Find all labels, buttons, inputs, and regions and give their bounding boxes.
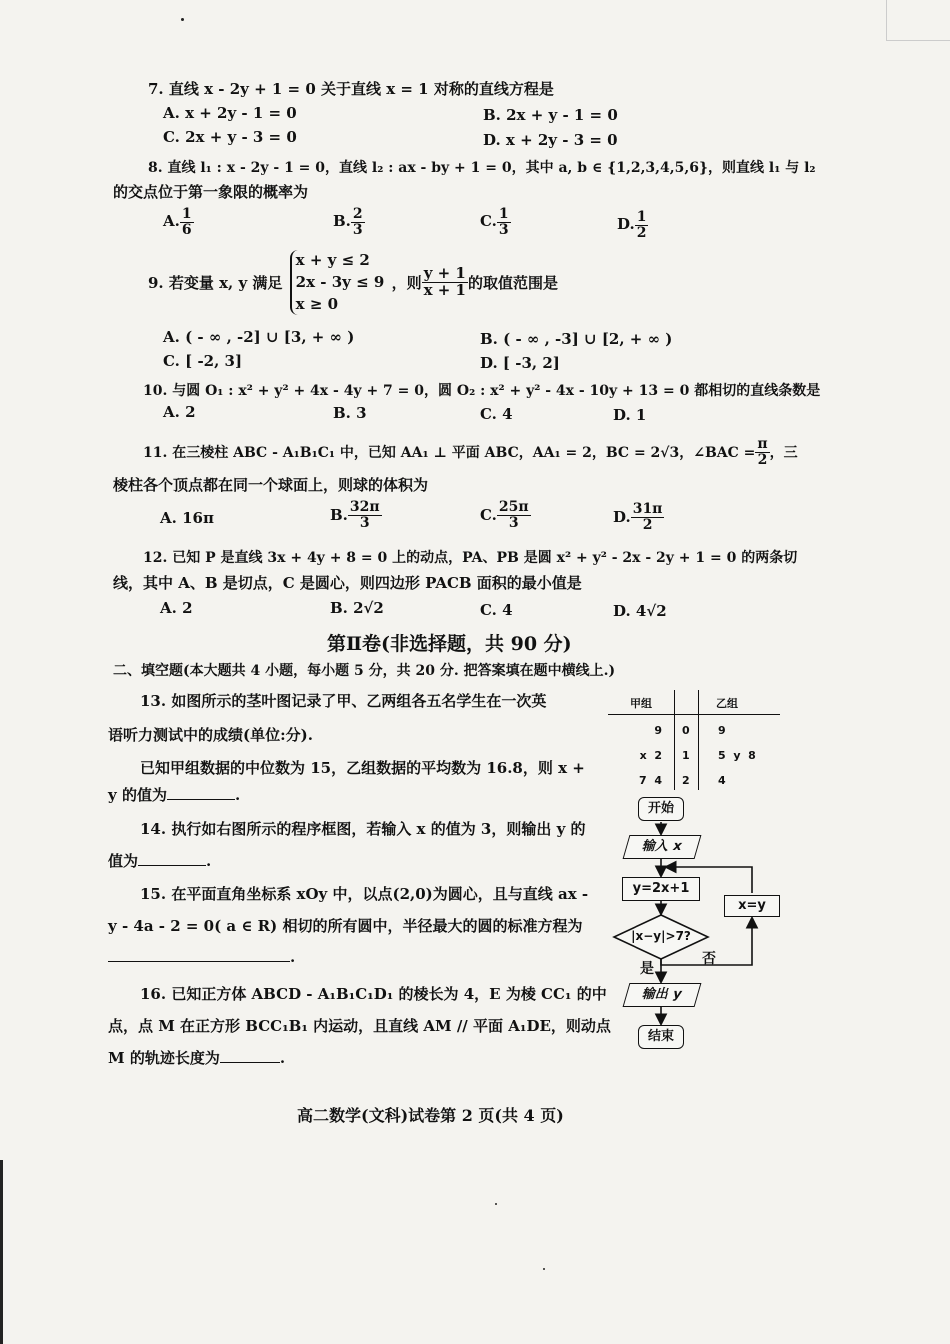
stem-leaf-right-head: 乙组 [716,697,738,710]
stem-leaf-row-0-left: 9 [654,724,662,737]
q8-option-c: C. $\frac{1}{3}$ [480,206,509,238]
section2-title: 第Ⅱ卷(非选择题，共 90 分) [327,633,572,655]
scan-speck [495,1203,497,1205]
q10-option-d: D. 1 [613,406,647,424]
scan-speck [181,18,184,21]
flowchart-output: 输出 y [623,983,702,1007]
q16-line2: 点，点 M 在正方形 BCC₁B₁ 内运动，且直线 AM // 平面 A₁DE，则动点 [108,1017,611,1035]
q12-stem: 12. 已知 P 是直线 3x + 4y + 8 = 0 上的动点，PA、PB 是圆 x² + y² - 2x - 2y + 1 = 0 的两条切 [143,550,798,566]
q8-stem: 8. 直线 l₁ : x - 2y - 1 = 0，直线 l₂ : ax - by + 1 = 0，其中 a, b ∈ {1,2,3,4,5,6}，则直线 l₁ 与 l₂ [148,160,816,176]
q9-constraint-system: x + y ≤ 2 2x - 3y ≤ 9 x ≥ 0 [290,250,385,315]
q9-option-b: B. ( - ∞ , -3] ∪ [2, + ∞ ) [480,330,673,348]
scan-speck [543,1268,545,1270]
q13-line2: 语听力测试中的成绩(单位:分). [108,726,313,744]
stem-leaf-row-0-stem: 0 [682,724,690,737]
q12-stem-line2: 线，其中 A、B 是切点，C 是圆心，则四边形 PACB 面积的最小值是 [113,574,582,592]
q8-option-d: D. $\frac{1}{2}$ [617,209,647,241]
stem-leaf-divider-left [674,690,675,790]
q12-option-b: B. 2√2 [330,599,384,617]
flowchart-start: 开始 [638,797,684,821]
q13-line1: 13. 如图所示的茎叶图记录了甲、乙两组各五名学生在一次英 [140,692,547,710]
q11-stem: 11. 在三棱柱 ABC - A₁B₁C₁ 中，已知 AA₁ ⊥ 平面 ABC，AA₁ = 2，BC = 2√3，∠BAC = $\frac{\pi}{2}$ ，三 [143,436,798,468]
scan-edge-mark [886,0,950,41]
q13-answer-blank[interactable] [167,799,235,800]
q11-option-a: A. 16π [160,509,214,527]
q10-option-c: C. 4 [480,405,513,423]
q10-stem: 10. 与圆 O₁ : x² + y² + 4x - 4y + 7 = 0，圆 O₂ : x² + y² - 4x - 10y + 13 = 0 都相切的直线条数是 [143,383,821,399]
stem-leaf-divider-right [698,690,699,790]
stem-leaf-row-0-right: 9 [718,724,726,737]
q9-stem: 9. 若变量 x, y 满足 x + y ≤ 2 2x - 3y ≤ 9 x ≥ 0 ，则 $\frac{y + 1}{x + 1}$ 的取值范围是 [148,250,558,315]
q14-answer-blank[interactable] [138,865,206,866]
q10-option-b: B. 3 [333,404,367,422]
q14-line2: 值为 . [108,852,212,870]
q7-option-a: A. x + 2y - 1 = 0 [163,104,297,122]
flowchart-connectors [612,795,792,1055]
stem-leaf-row-2-left: 7 4 [639,774,662,787]
stem-leaf-row-1-left: x 2 [639,749,662,762]
q9-option-d: D. [ -3, 2] [480,354,560,372]
q16-answer-blank[interactable] [220,1062,280,1063]
q12-option-a: A. 2 [160,599,193,617]
q9-option-a: A. ( - ∞ , -2] ∪ [3, + ∞ ) [163,328,355,346]
q11-option-b: B. $\frac{32\pi}{3}$ [330,499,380,531]
q9-option-c: C. [ -2, 3] [163,352,243,370]
q7-stem: 7. 直线 x - 2y + 1 = 0 关于直线 x = 1 对称的直线方程是 [148,80,554,98]
q15-line1: 15. 在平面直角坐标系 xOy 中，以点(2,0)为圆心，且与直线 ax - [140,885,589,903]
program-flowchart [612,795,792,1055]
flowchart-yes-label: 是 [640,961,654,977]
q7-option-b: B. 2x + y - 1 = 0 [483,106,618,124]
stem-leaf-row-1-stem: 1 [682,749,690,762]
q14-line1: 14. 执行如右图所示的程序框图，若输入 x 的值为 3，则输出 y 的 [140,820,586,838]
flowchart-assign: y=2x+1 [622,877,700,901]
q11-option-d: D. $\frac{31\pi}{2}$ [613,501,663,533]
stem-leaf-row-1-right: 5 y 8 [718,749,756,762]
flowchart-input: 输入 x [623,835,702,859]
q8-stem-line2: 的交点位于第一象限的概率为 [113,183,309,201]
q15-line3: . [108,948,295,966]
q16-line3: M 的轨迹长度为 . [108,1049,286,1067]
flowchart-condition: |x−y|>7? [631,929,691,943]
scan-edge-mark [0,1160,3,1344]
q7-option-c: C. 2x + y - 3 = 0 [163,128,297,146]
q8-option-b: B. $\frac{2}{3}$ [333,206,363,238]
q16-line1: 16. 已知正方体 ABCD - A₁B₁C₁D₁ 的棱长为 4，E 为棱 CC₁ 的中 [140,985,607,1003]
flowchart-no-label: 否 [702,951,716,967]
q11-option-c: C. $\frac{25\pi}{3}$ [480,499,529,531]
q7-option-d: D. x + 2y - 3 = 0 [483,131,618,149]
q8-option-a: A. $\frac{1}{6}$ [163,206,192,238]
flowchart-loop-assign: x=y [724,895,780,917]
flowchart-end: 结束 [638,1025,684,1049]
q12-option-c: C. 4 [480,601,513,619]
q11-stem-line2: 棱柱各个顶点都在同一个球面上，则球的体积为 [113,476,429,494]
section2-instructions: 二、填空题(本大题共 4 小题，每小题 5 分，共 20 分. 把答案填在题中横线上.) [113,663,616,679]
q15-line2: y - 4a - 2 = 0( a ∈ R) 相切的所有圆中，半径最大的圆的标准方程为 [108,917,583,935]
stem-leaf-header-rule [608,714,780,715]
q13-line4: y 的值为 . [108,786,241,804]
page-footer: 高二数学(文科)试卷第 2 页(共 4 页) [297,1106,564,1125]
stem-leaf-row-2-stem: 2 [682,774,690,787]
q13-line3: 已知甲组数据的中位数为 15，乙组数据的平均数为 16.8，则 x + [140,759,585,777]
stem-leaf-plot [608,690,780,790]
stem-leaf-left-head: 甲组 [630,697,652,710]
q12-option-d: D. 4√2 [613,602,667,620]
q10-option-a: A. 2 [163,403,196,421]
q15-answer-blank[interactable] [108,961,290,962]
stem-leaf-row-2-right: 4 [718,774,726,787]
